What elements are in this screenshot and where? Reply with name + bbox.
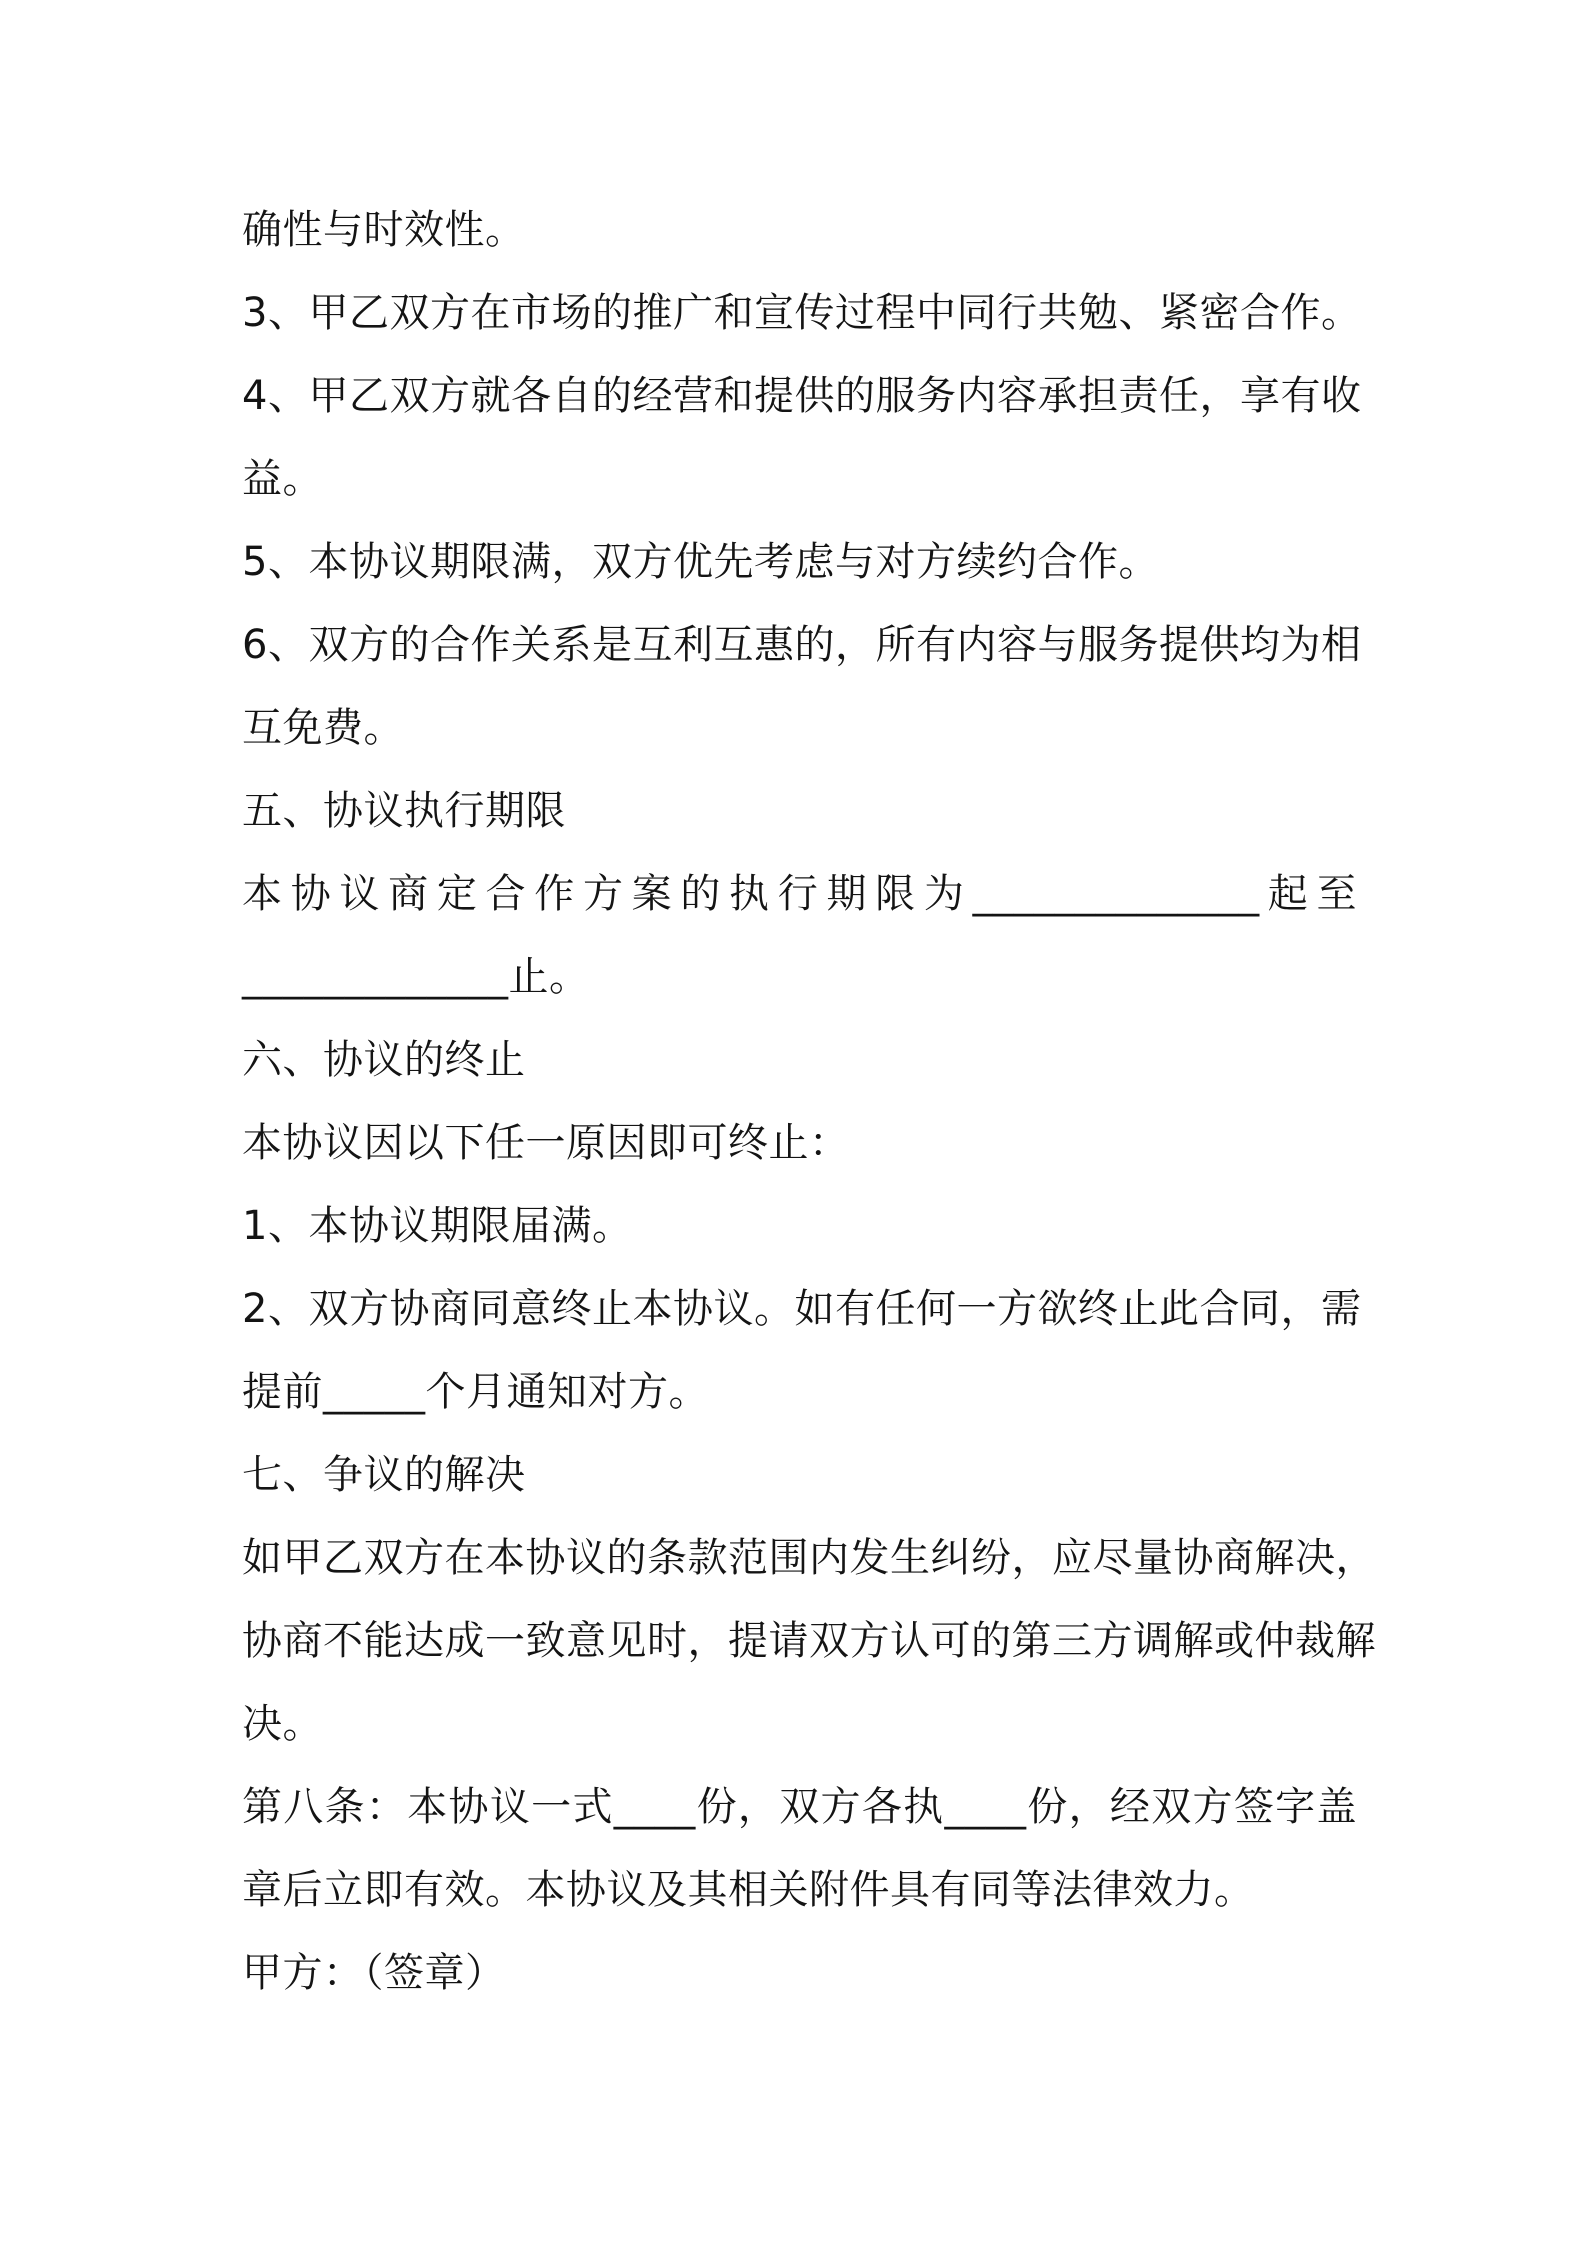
article-8: 第八条：本协议一式____份，双方各执____份，经双方签字盖 bbox=[242, 1784, 1357, 1830]
execution-period-text: 本协议商定合作方案的执行期限为______________起至 bbox=[242, 871, 1357, 917]
dispute-text: 协商不能达成一致意见时，提请双方认可的第三方调解或仲裁解 bbox=[242, 1618, 1376, 1664]
party-a-signature: 甲方：（签章） bbox=[242, 1950, 506, 1996]
clause-4: 4、甲乙双方就各自的经营和提供的服务内容承担责任，享有收 bbox=[242, 373, 1362, 419]
dispute-text: 决。 bbox=[242, 1701, 323, 1747]
paragraph-line: 互免费。 bbox=[242, 705, 404, 751]
termination-intro: 本协议因以下任一原因即可终止： bbox=[242, 1120, 850, 1166]
paragraph-line: 确性与时效性。 bbox=[242, 207, 526, 253]
article-8-cont: 章后立即有效。本协议及其相关附件具有同等法律效力。 bbox=[242, 1867, 1255, 1913]
paragraph-line: 益。 bbox=[242, 456, 323, 502]
clause-3: 3、甲乙双方在市场的推广和宣传过程中同行共勉、紧密合作。 bbox=[242, 290, 1362, 336]
clause-5: 5、本协议期限满，双方优先考虑与对方续约合作。 bbox=[242, 539, 1159, 585]
execution-period-end: _____________止。 bbox=[242, 954, 590, 1000]
section-heading-5: 五、协议执行期限 bbox=[242, 788, 566, 834]
dispute-text: 如甲乙双方在本协议的条款范围内发生纠纷，应尽量协商解决， bbox=[242, 1535, 1376, 1581]
notice-period: 提前_____个月通知对方。 bbox=[242, 1369, 709, 1415]
termination-item-1: 1、本协议期限届满。 bbox=[242, 1203, 633, 1249]
section-heading-6: 六、协议的终止 bbox=[242, 1037, 526, 1083]
termination-item-2: 2、双方协商同意终止本协议。如有任何一方欲终止此合同，需 bbox=[242, 1286, 1362, 1332]
section-heading-7: 七、争议的解决 bbox=[242, 1452, 526, 1498]
clause-6: 6、双方的合作关系是互利互惠的，所有内容与服务提供均为相 bbox=[242, 622, 1362, 668]
